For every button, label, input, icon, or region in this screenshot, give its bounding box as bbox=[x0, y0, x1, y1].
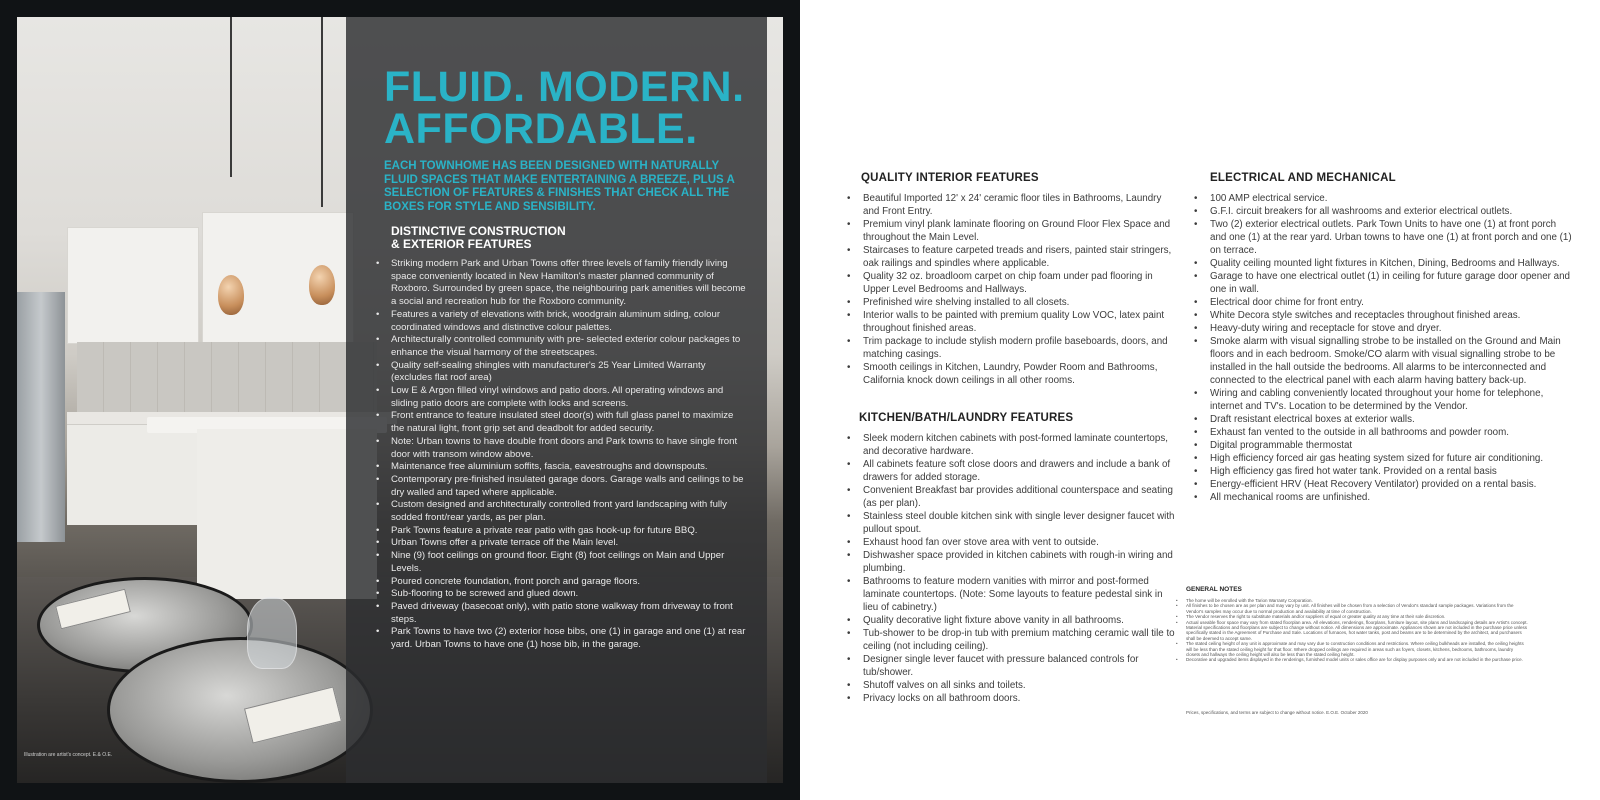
headline bbox=[384, 63, 784, 153]
list-item: • Trim package to include stylish modern profile baseboards, doors, and matching casings. bbox=[847, 335, 1177, 361]
list-item: • Electrical door chime for front entry. bbox=[1194, 296, 1572, 309]
list-item: • Park Towns to have two (2) exterior hose bibs, one (1) in garage and one (1) at rear yard. Urban Towns to have one (1) hose bib, in the garage. bbox=[376, 626, 748, 651]
list-item: • Beautiful Imported 12' x 24' ceramic floor tiles in Bathrooms, Laundry and Front Entry. bbox=[847, 192, 1177, 218]
list-item: • Urban Towns offer a private terrace off the Main level. bbox=[376, 537, 748, 550]
list-item: • Shutoff valves on all sinks and toilets. bbox=[847, 679, 1177, 692]
list-item: • Quality decorative light fixture above vanity in all bathrooms. bbox=[847, 614, 1177, 627]
base-cabinets-illustration bbox=[67, 424, 207, 525]
general-notes-footer: Prices, specifications, and terms are subject to change without notice. E.O.E. October 2020 bbox=[1186, 710, 1368, 715]
quality-interior-title: QUALITY INTERIOR FEATURES bbox=[861, 172, 1039, 184]
subheadline: EACH TOWNHOME HAS BEEN DESIGNED WITH NATURALLY FLUID SPACES THAT MAKE ENTERTAINING A BREEZE, PLUS A SELECTION OF FEATURES & FINISHES THAT CHECK ALL THE BOXES FOR STYLE AND SENSIBILITY. bbox=[384, 160, 735, 213]
list-item: • The home will be enrolled with the Tarion Warranty Corporation. bbox=[1176, 598, 1528, 603]
list-item: • Prefinished wire shelving installed to all closets. bbox=[847, 296, 1177, 309]
backsplash-illustration bbox=[77, 342, 377, 412]
general-notes-list bbox=[1176, 598, 1528, 663]
kitchen-bath-title: KITCHEN/BATH/LAUNDRY FEATURES bbox=[859, 412, 1074, 424]
list-item: • Wiring and cabling conveniently located throughout your home for telephone, internet and TV's. Location to be determined by the Vendor. bbox=[1194, 387, 1572, 413]
list-item: • The stated ceiling height of any unit is approximate and may vary due to construction conditions and restrictions. Where ceiling bulkheads are installed, the ceiling heights will be less than the stated ceiling height for that floor. Where dropped ceilings are required in areas such as foyers, closets, kitchens, bedrooms, bathrooms, laundry closets and hallways the ceiling height will also be less than the stated ceiling height. bbox=[1176, 641, 1528, 657]
list-item: • All finishes to be chosen are as per plan and may vary by unit. All finishes will be chosen from a selection of Vendor's standard sample packages. Variations from the Vendor's samples may occur due to normal production and availability at time of construction. bbox=[1176, 603, 1528, 614]
list-item: • Maintenance free aluminium soffits, fascia, eavestroughs and downspouts. bbox=[376, 461, 748, 474]
illustration-credit: Illustration are artist's concept. E.& O.E. bbox=[24, 752, 113, 758]
list-item: • Striking modern Park and Urban Towns offer three levels of family friendly living space conveniently located in New Hamilton's master planned community of Roxboro. Surrounded by green space, the neighbouring park amenities will become a social and recreation hub for the Roxboro community. bbox=[376, 258, 748, 309]
list-item: • Interior walls to be painted with premium quality Low VOC, latex paint throughout finished areas. bbox=[847, 309, 1177, 335]
general-notes-title: GENERAL NOTES bbox=[1186, 586, 1242, 593]
list-item: • High efficiency gas fired hot water tank. Provided on a rental basis bbox=[1194, 465, 1572, 478]
list-item: • High efficiency forced air gas heating system sized for future air conditioning. bbox=[1194, 452, 1572, 465]
list-item: • Note: Urban towns to have double front doors and Park towns to have single front door with transom window above. bbox=[376, 436, 748, 461]
list-item: • G.F.I. circuit breakers for all washrooms and exterior electrical outlets. bbox=[1194, 205, 1572, 218]
kitchen-bath-list bbox=[847, 432, 1177, 705]
list-item: • Nine (9) foot ceilings on ground floor. Eight (8) foot ceilings on Main and Upper Levels. bbox=[376, 550, 748, 575]
list-item: • Bathrooms to feature modern vanities with mirror and post-formed laminate countertops. (Note: Some layouts to feature pedestal sink in lieu of cabinetry.) bbox=[847, 575, 1177, 614]
list-item: • Exhaust hood fan over stove area with vent to outside. bbox=[847, 536, 1177, 549]
list-item: • Staircases to feature carpeted treads and risers, painted stair stringers, oak railings and spindles where applicable. bbox=[847, 244, 1177, 270]
list-item: • Custom designed and architecturally controlled front yard landscaping with fully sodded front/rear yards, as per plan. bbox=[376, 499, 748, 524]
list-item: • Contemporary pre-finished insulated garage doors. Garage walls and ceilings to be dry walled and taped where applicable. bbox=[376, 474, 748, 499]
list-item: • Privacy locks on all bathroom doors. bbox=[847, 692, 1177, 705]
kitchen-bath-section bbox=[847, 412, 1177, 705]
list-item: • Quality 32 oz. broadloom carpet on chip foam under pad flooring in Upper Level Bedrooms and Hallways. bbox=[847, 270, 1177, 296]
headline-line-1: FLUID. MODERN. bbox=[384, 63, 745, 111]
section-title-line-1: DISTINCTIVE CONSTRUCTION bbox=[391, 224, 566, 238]
refrigerator-illustration bbox=[17, 292, 65, 542]
list-item: • Two (2) exterior electrical outlets. Park Town Units to have one (1) at front porch and one (1) at the rear yard. Urban towns to have one (1) at front porch and one (1) on terrace. bbox=[1194, 218, 1572, 257]
vase-illustration bbox=[247, 597, 297, 669]
list-item: • Decorative and upgraded items displayed in the renderings, furnished model units or sales office are for display purposes only and are not included in the purchase price. bbox=[1176, 657, 1528, 662]
list-item: • Quality ceiling mounted light fixtures in Kitchen, Dining, Bedrooms and Hallways. bbox=[1194, 257, 1572, 270]
list-item: • Low E & Argon filled vinyl windows and patio doors. All operating windows and sliding patio doors are complete with locks and screens. bbox=[376, 385, 748, 410]
list-item: • Designer single lever faucet with pressure balanced controls for tub/shower. bbox=[847, 653, 1177, 679]
pendant-cord bbox=[230, 17, 232, 177]
list-item: • Exhaust fan vented to the outside in all bathrooms and powder room. bbox=[1194, 426, 1572, 439]
list-item: • All mechanical rooms are unfinished. bbox=[1194, 491, 1572, 504]
pendant-light-icon bbox=[218, 275, 244, 315]
list-item: • Tub-shower to be drop-in tub with premium matching ceramic wall tile to ceiling (not including ceiling). bbox=[847, 627, 1177, 653]
list-item: • Poured concrete foundation, front porch and garage floors. bbox=[376, 576, 748, 589]
list-item: • Smoke alarm with visual signalling strobe to be installed on the Ground and Main floors and in each bedroom. Smoke/CO alarm with visual signalling strobe to be installed in the hall outside the bedrooms. All alarms to be interconnected and connected to the electrical panel with each alarm having battery back-up. bbox=[1194, 335, 1572, 387]
upper-cabinets-illustration bbox=[67, 227, 199, 344]
list-item: • Dishwasher space provided in kitchen cabinets with rough-in wiring and plumbing. bbox=[847, 549, 1177, 575]
list-item: • Features a variety of elevations with brick, woodgrain aluminum siding, colour coordinated windows and distinctive colour palettes. bbox=[376, 309, 748, 334]
list-item: • Draft resistant electrical boxes at exterior walls. bbox=[1194, 413, 1572, 426]
list-item: • Park Towns feature a private rear patio with gas hook-up for future BBQ. bbox=[376, 525, 748, 538]
list-item: • Paved driveway (basecoat only), with patio stone walkway from driveway to front steps. bbox=[376, 601, 748, 626]
list-item: • Sleek modern kitchen cabinets with post-formed laminate countertops, and decorative hardware. bbox=[847, 432, 1177, 458]
list-item: • Front entrance to feature insulated steel door(s) with full glass panel to maximize the natural light, front grip set and deadbolt for added security. bbox=[376, 410, 748, 435]
pendant-cord bbox=[321, 17, 323, 207]
electrical-section bbox=[1194, 172, 1572, 504]
list-item: • Quality self-sealing shingles with manufacturer's 25 Year Limited Warranty (excludes flat roof area) bbox=[376, 360, 748, 385]
list-item: • Convenient Breakfast bar provides additional counterspace and seating (as per plan). bbox=[847, 484, 1177, 510]
electrical-title: ELECTRICAL AND MECHANICAL bbox=[1210, 172, 1396, 184]
list-item: • Actual useable floor space may vary from stated floorplan area. All elevations, renderings, floorplans, furniture layout, site plans and landscaping details are Artist's concept. Material specifications and floorplans are subject to change without notice. All dimensions are approximate. Appliances shown are not included in the purchase price unless specifically stated in the Agreement of Purchase and Sale. Locations of furnaces, hot water tanks, post and beams are to be determined by the architect, and purchasers shall be deemed to accept same. bbox=[1176, 620, 1528, 642]
quality-interior-section bbox=[847, 172, 1177, 387]
list-item: • Smooth ceilings in Kitchen, Laundry, Powder Room and Bathrooms, California knock down ceilings in all other rooms. bbox=[847, 361, 1177, 387]
list-item: • Energy-efficient HRV (Heat Recovery Ventilator) provided on a rental basis. bbox=[1194, 478, 1572, 491]
construction-features-list bbox=[376, 258, 748, 652]
list-item: • Stainless steel double kitchen sink with single lever designer faucet with pullout spout. bbox=[847, 510, 1177, 536]
quality-interior-list bbox=[847, 192, 1177, 387]
list-item: • The Vendor reserves the right to substitute materials and/or suppliers of equal or greater quality at any time at their sole discretion. bbox=[1176, 614, 1528, 619]
list-item: • Digital programmable thermostat bbox=[1194, 439, 1572, 452]
list-item: • White Decora style switches and receptacles throughout finished areas. bbox=[1194, 309, 1572, 322]
list-item: • Garage to have one electrical outlet (1) in ceiling for future garage door opener and one in wall. bbox=[1194, 270, 1572, 296]
pendant-light-icon bbox=[309, 265, 335, 305]
list-item: • 100 AMP electrical service. bbox=[1194, 192, 1572, 205]
section-title-line-2: & EXTERIOR FEATURES bbox=[391, 237, 532, 251]
list-item: • Sub-flooring to be screwed and glued down. bbox=[376, 588, 748, 601]
list-item: • Heavy-duty wiring and receptacle for stove and dryer. bbox=[1194, 322, 1572, 335]
electrical-list bbox=[1194, 192, 1572, 504]
list-item: • Premium vinyl plank laminate flooring on Ground Floor Flex Space and throughout the Main Level. bbox=[847, 218, 1177, 244]
construction-section-title bbox=[391, 225, 711, 251]
list-item: • All cabinets feature soft close doors and drawers and include a bank of drawers for added storage. bbox=[847, 458, 1177, 484]
list-item: • Architecturally controlled community with pre- selected exterior colour packages to enhance the visual harmony of the streetscapes. bbox=[376, 334, 748, 359]
headline-line-2: AFFORDABLE. bbox=[384, 105, 698, 153]
